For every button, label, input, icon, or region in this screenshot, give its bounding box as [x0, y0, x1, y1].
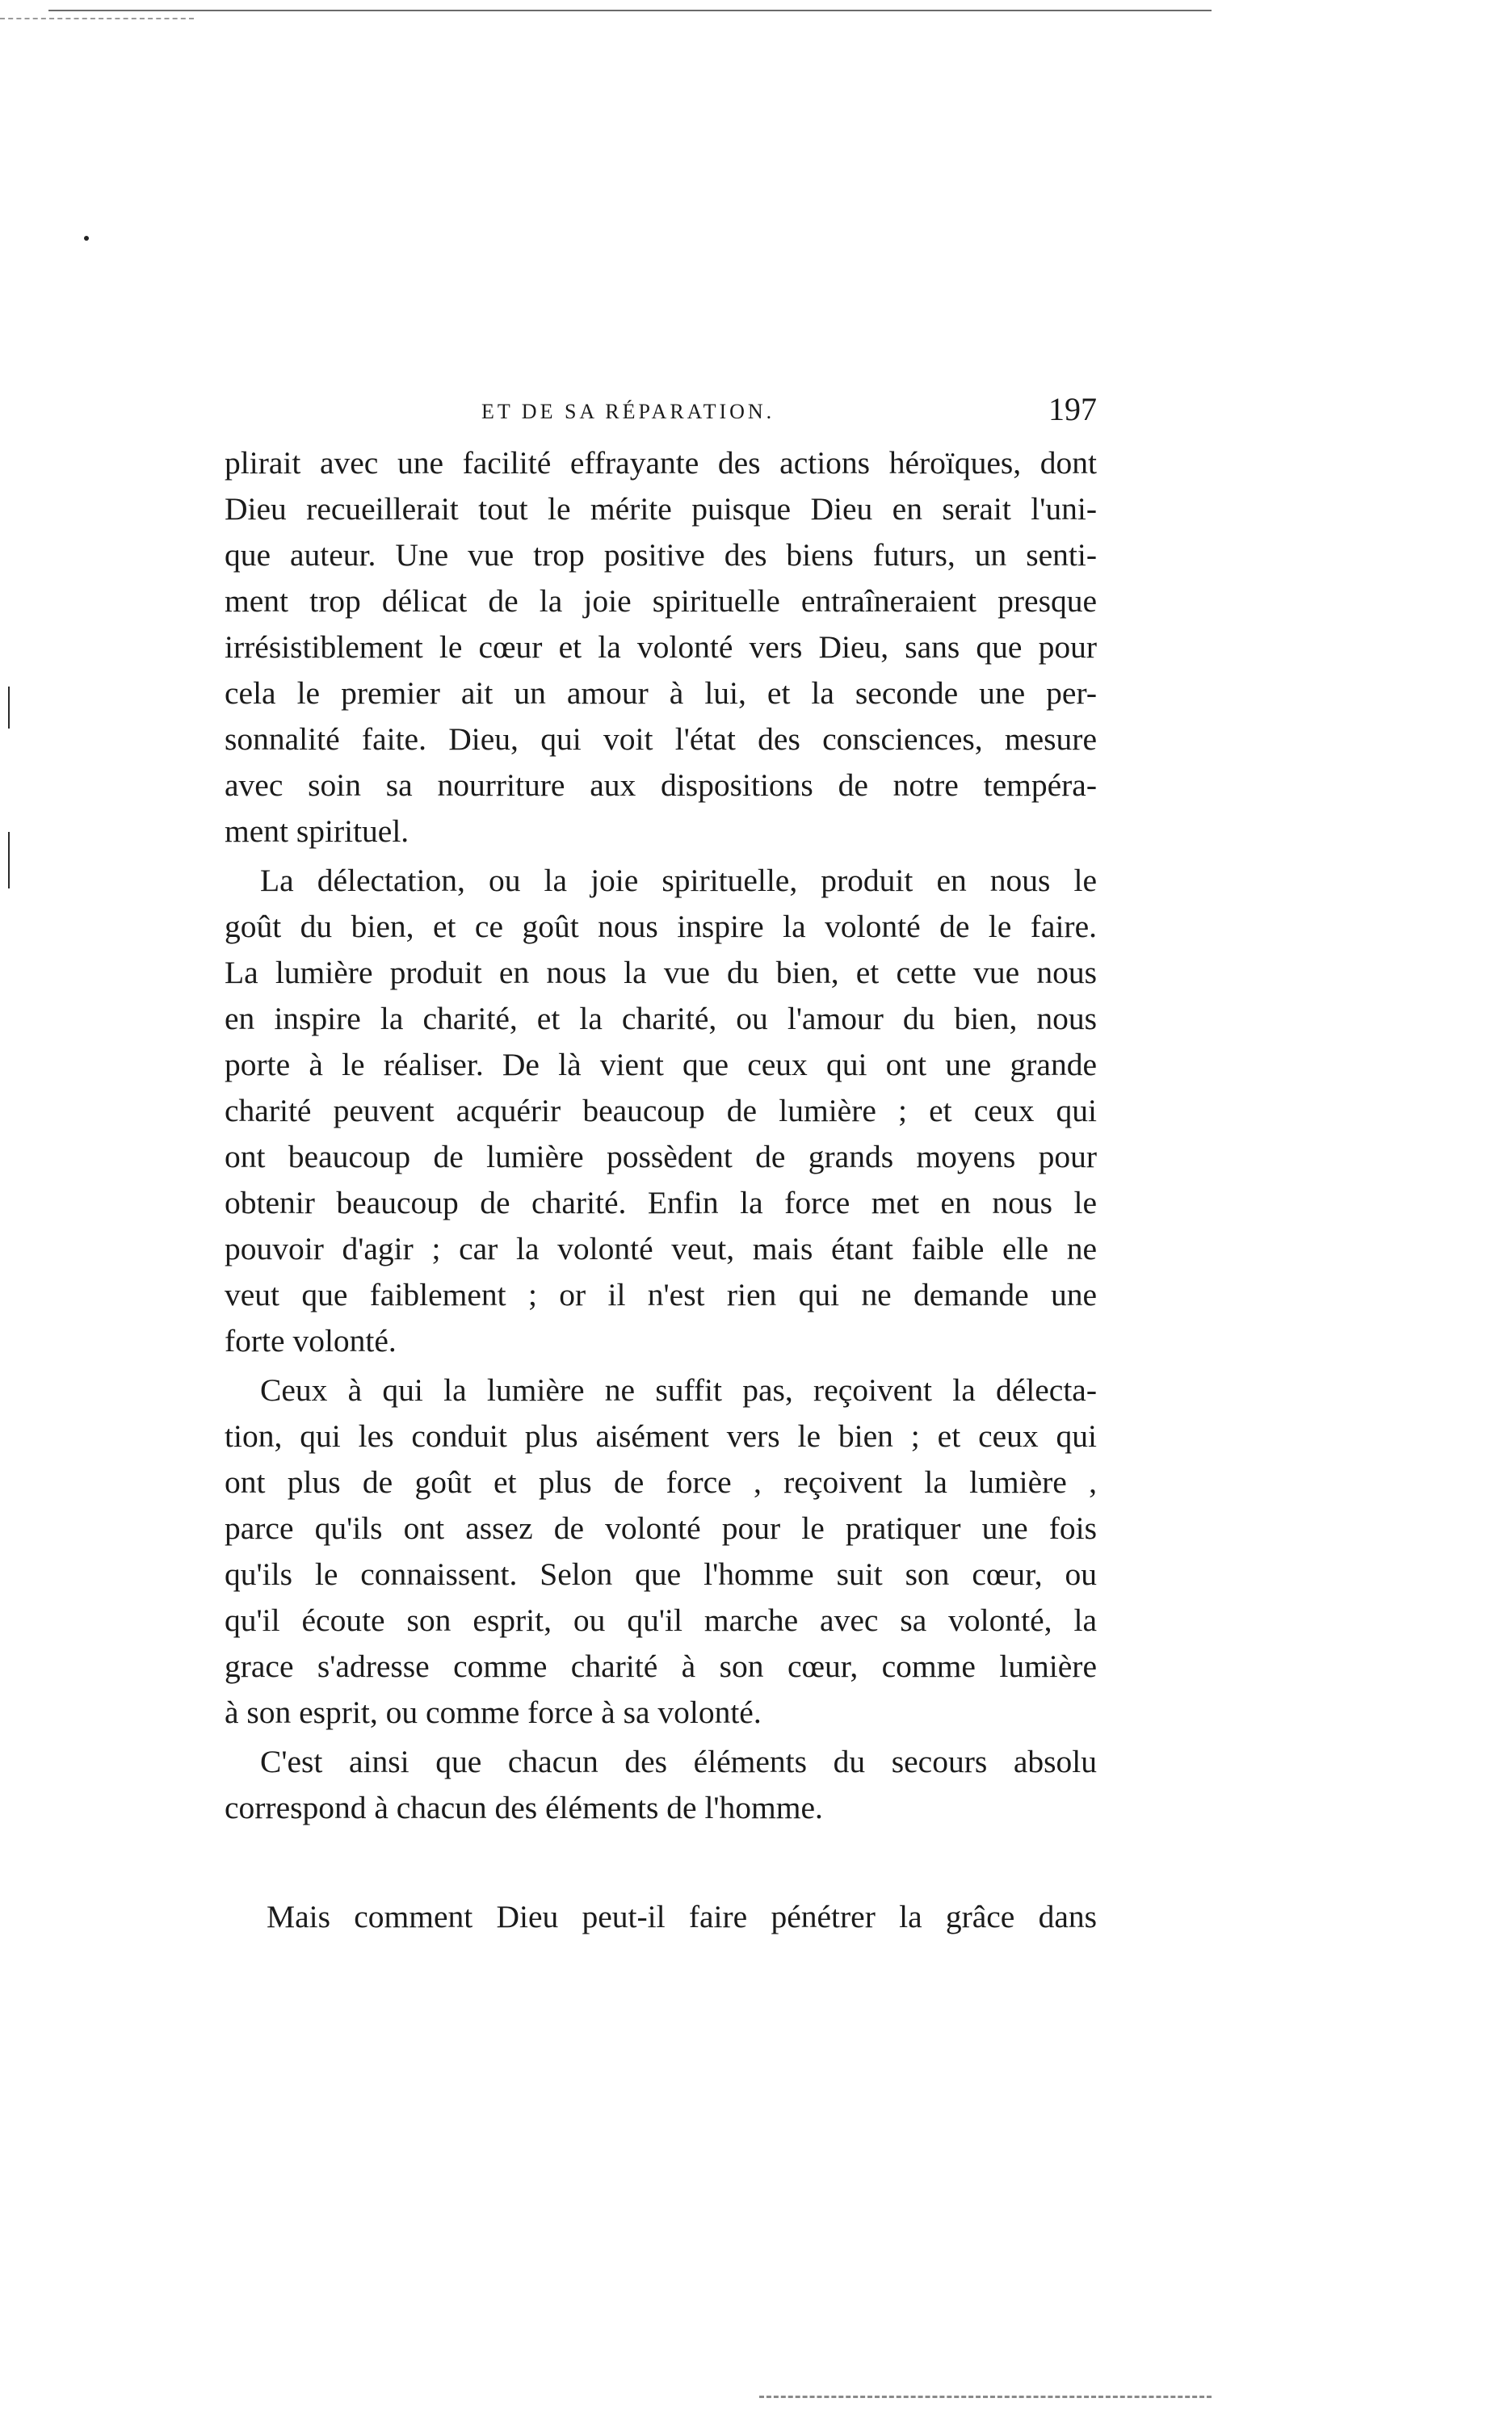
- text-line: irrésistiblement le cœur et la volonté vers Dieu, sans que pour: [225, 629, 1097, 665]
- margin-mark: [8, 832, 10, 888]
- text-line: sonnalité faite. Dieu, qui voit l'état des consciences, mesure: [225, 721, 1097, 757]
- margin-mark: [8, 687, 10, 729]
- text-line: La délectation, ou la joie spirituelle, produit en nous le: [260, 863, 1097, 898]
- text-line: C'est ainsi que chacun des éléments du secours absolu: [260, 1744, 1097, 1779]
- text-line: avec soin sa nourriture aux dispositions de notre tempéra-: [225, 767, 1097, 803]
- scan-edge-line: [48, 10, 1212, 11]
- paragraph-1: [225, 440, 1097, 855]
- scan-edge-dashes: [0, 18, 194, 19]
- text-line: veut que faiblement ; or il n'est rien qui ne demande une: [225, 1277, 1097, 1312]
- scan-edge-bottom-dashes: [759, 2396, 1212, 2398]
- text-line: qu'ils le connaissent. Selon que l'homme suit son cœur, ou: [225, 1556, 1097, 1592]
- text-line: pouvoir d'agir ; car la volonté veut, mais étant faible elle ne: [225, 1231, 1097, 1266]
- text-line: correspond à chacun des éléments de l'homme.: [225, 1790, 823, 1825]
- text-line: plirait avec une facilité effrayante des actions héroïques, dont: [225, 445, 1097, 481]
- running-title: ET DE SA RÉPARATION.: [481, 400, 775, 423]
- text-line: ment trop délicat de la joie spirituelle entraîneraient presque: [225, 583, 1097, 619]
- text-line: cela le premier ait un amour à lui, et la seconde une per-: [225, 675, 1097, 711]
- text-line: porte à le réaliser. De là vient que ceux qui ont une grande: [225, 1047, 1097, 1082]
- paragraph-3: [225, 1367, 1097, 1736]
- text-line: Dieu recueillerait tout le mérite puisque Dieu en serait l'uni-: [225, 491, 1097, 527]
- text-line: obtenir beaucoup de charité. Enfin la force met en nous le: [225, 1185, 1097, 1220]
- continuation-line: Mais comment Dieu peut-il faire pénétrer la grâce dans: [267, 1899, 1097, 1934]
- scan-speck: [84, 236, 89, 241]
- text-line: que auteur. Une vue trop positive des biens futurs, un senti-: [225, 537, 1097, 573]
- text-line: ont beaucoup de lumière possèdent de grands moyens pour: [225, 1139, 1097, 1174]
- text-line: grace s'adresse comme charité à son cœur, comme lumière: [225, 1648, 1097, 1684]
- text-line: La lumière produit en nous la vue du bien, et cette vue nous: [225, 955, 1097, 990]
- book-page: [225, 384, 1097, 1934]
- text-line: qu'il écoute son esprit, ou qu'il marche avec sa volonté, la: [225, 1602, 1097, 1638]
- text-line: en inspire la charité, et la charité, ou l'amour du bien, nous: [225, 1001, 1097, 1036]
- text-line: parce qu'ils ont assez de volonté pour le pratiquer une fois: [225, 1510, 1097, 1546]
- text-line: tion, qui les conduit plus aisément vers le bien ; et ceux qui: [225, 1418, 1097, 1454]
- text-line: charité peuvent acquérir beaucoup de lumière ; et ceux qui: [225, 1093, 1097, 1128]
- paragraph-4: [225, 1739, 1097, 1831]
- text-line: forte volonté.: [225, 1323, 397, 1359]
- text-line: ont plus de goût et plus de force , reçoivent la lumière ,: [225, 1464, 1097, 1500]
- page-number: 197: [1048, 391, 1097, 427]
- text-line: ment spirituel.: [225, 813, 410, 849]
- text-line: goût du bien, et ce goût nous inspire la volonté de le faire.: [225, 909, 1097, 944]
- paragraph-2: [225, 858, 1097, 1364]
- text-line: Ceux à qui la lumière ne suffit pas, reçoivent la délecta-: [260, 1372, 1097, 1408]
- running-head: [225, 384, 1097, 440]
- text-line: à son esprit, ou comme force à sa volonté.: [225, 1695, 762, 1730]
